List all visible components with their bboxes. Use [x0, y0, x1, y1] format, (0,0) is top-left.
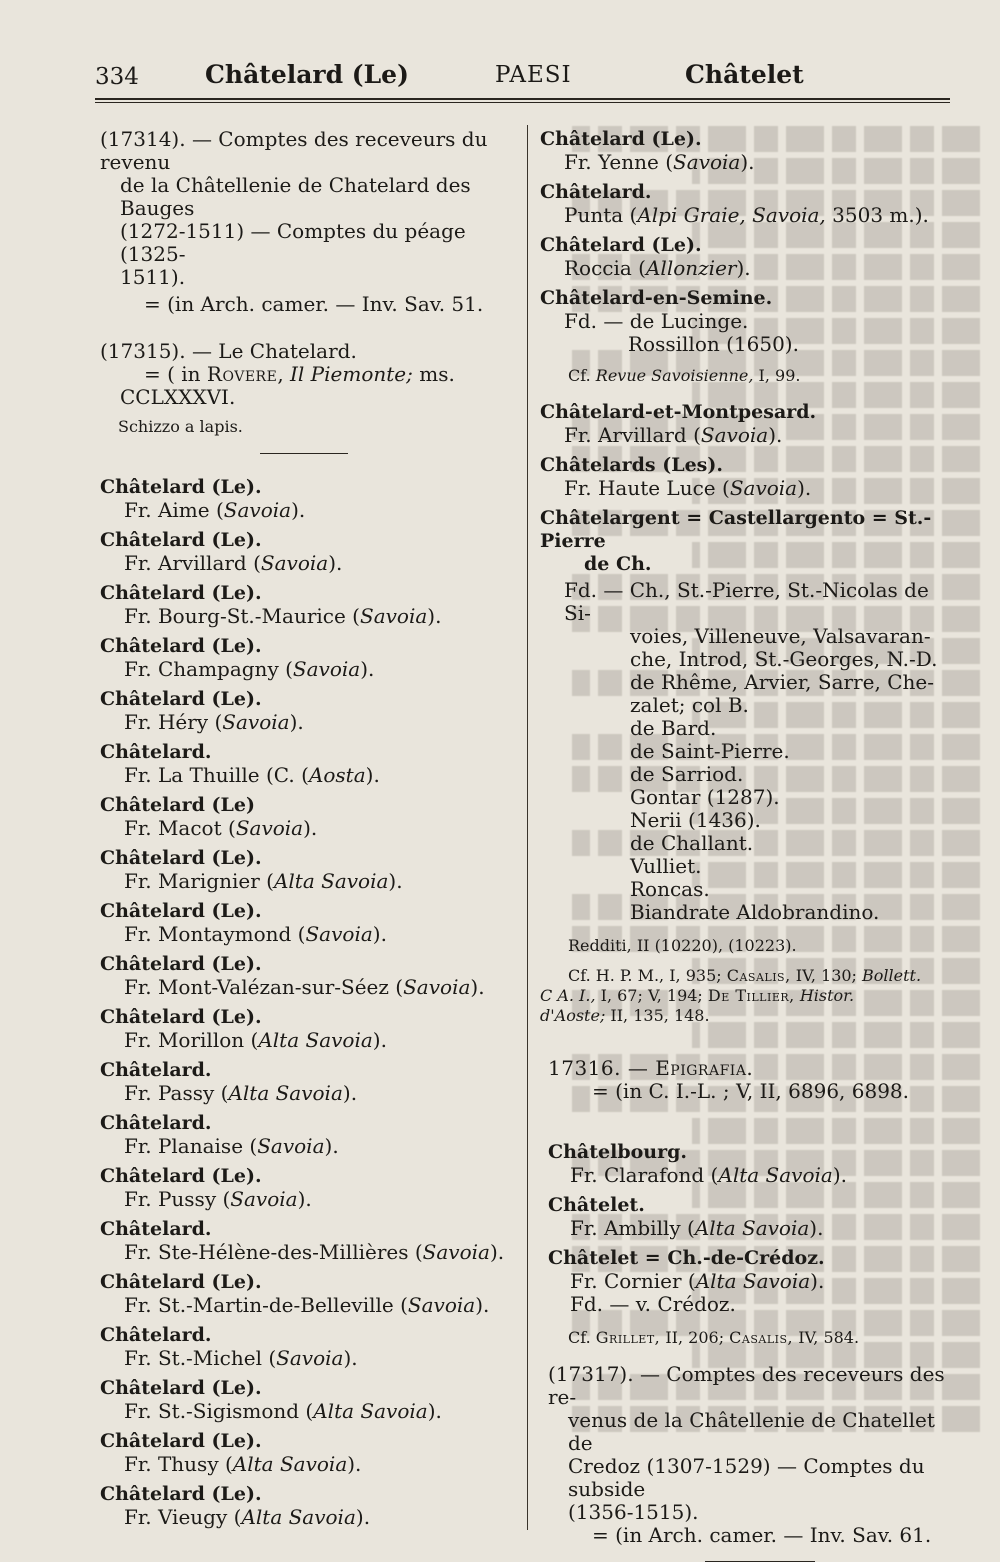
right-column [540, 128, 960, 1562]
entry-heading: de Ch. [584, 553, 652, 575]
doc-line: (17315). — Le Chatelard. [100, 339, 357, 363]
entry-line: che, Introd, St.-Georges, N.-D. [630, 647, 938, 671]
document-17314 [100, 128, 520, 316]
place-entry [100, 1006, 520, 1052]
entry-line: Fr. Clarafond (Alta Savoia). [570, 1163, 847, 1187]
doc-line: (17317). — Comptes des receveurs des re- [548, 1362, 945, 1409]
entry-line: Fr. Cornier (Alta Savoia). [570, 1269, 825, 1293]
entry-line: Fr. Passy (Alta Savoia). [124, 1081, 358, 1105]
header-left-title: Châtelard (Le) [205, 60, 409, 89]
entry-heading: Châtelard (Le). [100, 635, 262, 657]
header-rule-thin [95, 102, 950, 103]
fief-item: Gontar (1287). [630, 785, 780, 809]
archive-reference: = ( in Rovere, Il Piemonte; ms. [144, 362, 455, 386]
doc-line: venus de la Châtellenie de Chatellet de [568, 1408, 935, 1455]
place-entry [100, 1430, 520, 1476]
entry-line: Fr. Vieugy (Alta Savoia). [124, 1505, 371, 1529]
place-entry [100, 1324, 520, 1370]
entry-line: Fd. — v. Crédoz. [570, 1292, 736, 1316]
entry-line: Fd. — de Lucinge. [564, 309, 749, 333]
header-center-title: PAESI [495, 62, 572, 88]
entry-heading: Châtelard. [100, 741, 212, 763]
entry-heading: Châtelard (Le). [540, 128, 702, 150]
entry-line: de Rhême, Arvier, Sarre, Che- [630, 670, 934, 694]
entry-line: Fr. La Thuille (C. (Aosta). [124, 763, 380, 787]
entry-line: Fr. Aime (Savoia). [124, 498, 306, 522]
fief-item: Biandrate Aldobrandino. [630, 900, 880, 924]
entry-line: zalet; col B. [630, 693, 749, 717]
page-number: 334 [95, 64, 139, 90]
doc-line: 1511). [120, 265, 186, 289]
place-entry [540, 507, 960, 1026]
place-entry [100, 1059, 520, 1105]
place-entry [100, 529, 520, 575]
doc-line: Credoz (1307-1529) — Comptes du subside [568, 1454, 925, 1501]
place-entry [100, 635, 520, 681]
entry-line: Punta (Alpi Graie, Savoia, 3503 m.). [564, 203, 929, 227]
entry-heading: Châtelard (Le) [100, 794, 255, 816]
doc-note: Schizzo a lapis. [118, 417, 243, 436]
entry-line: Fr. Pussy (Savoia). [124, 1187, 312, 1211]
place-entry [100, 794, 520, 840]
entry-heading: Châtelard. [100, 1112, 212, 1134]
entry-heading: Châtelard (Le). [100, 582, 262, 604]
entry-heading: Châtelard (Le). [100, 1271, 262, 1293]
fief-item: de Bard. [630, 716, 717, 740]
place-entry [100, 1218, 520, 1264]
place-entry [540, 1194, 960, 1240]
place-entry [100, 1377, 520, 1423]
entry-line: voies, Villeneuve, Valsavaran- [630, 624, 931, 648]
entry-heading: Châtelard (Le). [100, 476, 262, 498]
place-entry [100, 476, 520, 522]
entry-heading: Châtelard (Le). [100, 1483, 262, 1505]
entry-heading: Châtelard (Le). [100, 953, 262, 975]
entry-heading: Châtelards (Les). [540, 454, 723, 476]
archive-reference: = (in Arch. camer. — Inv. Sav. 51. [144, 292, 484, 316]
citation: Cf. Revue Savoisienne, I, 99. [568, 366, 801, 385]
citation: C A. I., I, 67; V, 194; De Tillier, Histor. [540, 986, 855, 1005]
entry-heading: Châtelard-et-Montpesard. [540, 401, 817, 423]
entry-heading: Châtelard (Le). [100, 1430, 262, 1452]
entry-heading: Châtelard (Le). [100, 529, 262, 551]
entry-heading: Châtelard. [100, 1324, 212, 1346]
doc-line: (1272-1511) — Comptes du péage (1325- [120, 219, 466, 266]
archive-reference: = (in Arch. camer. — Inv. Sav. 61. [592, 1523, 932, 1547]
entry-line: Fr. Arvillard (Savoia). [124, 551, 343, 575]
place-entry [540, 181, 960, 227]
entry-heading: Châtelbourg. [548, 1141, 688, 1163]
entry-heading: Châtelard (Le). [100, 1377, 262, 1399]
doc-line: 17316. — Epigrafia. [548, 1056, 754, 1080]
fief-item: de Sarriod. [630, 762, 744, 786]
entry-line: Fr. Macot (Savoia). [124, 816, 318, 840]
header-rule [95, 98, 950, 100]
fief-item: Nerii (1436). [630, 808, 761, 832]
place-entry [540, 1141, 960, 1187]
entry-line: Fr. Ste-Hélène-des-Millières (Savoia). [124, 1240, 505, 1264]
author-name: Rovere [206, 362, 278, 386]
place-entry [100, 1483, 520, 1529]
entry-line: Fr. Ambilly (Alta Savoia). [570, 1216, 824, 1240]
place-entry [100, 1165, 520, 1211]
archive-reference: = (in C. I.-L. ; V, II, 6896, 6898. [592, 1079, 910, 1103]
entry-line: Fr. St.-Martin-de-Belleville (Savoia). [124, 1293, 490, 1317]
place-entry [540, 401, 960, 447]
fief-list [540, 717, 960, 924]
doc-line: de la Châtellenie de Chatelard des Bauges [120, 173, 471, 220]
fief-item: Vulliet. [630, 854, 702, 878]
entry-line: Fr. Marignier (Alta Savoia). [124, 869, 403, 893]
entry-heading: Châtelard (Le). [100, 847, 262, 869]
entry-heading: Châtelard (Le). [100, 1165, 262, 1187]
place-entry [100, 1271, 520, 1317]
place-entry [100, 741, 520, 787]
left-column [100, 128, 520, 1536]
place-entry [540, 1247, 960, 1348]
entry-line: Fr. Montaymond (Savoia). [124, 922, 387, 946]
entry-line: Fr. St.-Sigismond (Alta Savoia). [124, 1399, 442, 1423]
entry-line: Fr. Champagny (Savoia). [124, 657, 375, 681]
entry-line: Fr. Morillon (Alta Savoia). [124, 1028, 387, 1052]
section-rule [260, 453, 348, 454]
citation: d'Aoste; II, 135, 148. [540, 1006, 710, 1025]
fief-item: Roncas. [630, 877, 710, 901]
doc-line: (1356-1515). [568, 1500, 699, 1524]
place-entry [540, 287, 960, 386]
entry-heading: Châtelard (Le). [100, 900, 262, 922]
entry-heading: Châtelard. [100, 1218, 212, 1240]
entry-heading: Châtelard (Le). [540, 234, 702, 256]
entry-line: Fr. Yenne (Savoia). [564, 150, 755, 174]
citation: Cf. H. P. M., I, 935; Casalis, IV, 130; Bollett. [568, 966, 922, 985]
entry-line: Roccia (Allonzier). [564, 256, 751, 280]
entry-list [100, 476, 520, 1529]
entry-heading: Châtelargent = Castellargento = St.-Pierre [540, 507, 932, 552]
entry-heading: Châtelard (Le). [100, 688, 262, 710]
entry-heading: Châtelet = Ch.-de-Crédoz. [548, 1247, 825, 1269]
doc-line: (17314). — Comptes des receveurs du revenu [100, 127, 488, 174]
entry-heading: Châtelard. [100, 1059, 212, 1081]
document-17316 [540, 1057, 960, 1103]
place-entry [100, 847, 520, 893]
document-17315 [100, 340, 520, 437]
work-title: Il Piemonte; [290, 362, 413, 386]
fief-item: de Saint-Pierre. [630, 739, 790, 763]
place-entry [100, 582, 520, 628]
entry-heading: Châtelet. [548, 1194, 645, 1216]
place-entry [540, 128, 960, 174]
entry-line: Fr. Thusy (Alta Savoia). [124, 1452, 362, 1476]
entry-line: Fr. Héry (Savoia). [124, 710, 304, 734]
citation: Redditi, II (10220), (10223). [568, 936, 797, 955]
doc-line: CCLXXXVI. [120, 385, 236, 409]
citation: Cf. Grillet, II, 206; Casalis, IV, 584. [568, 1328, 860, 1347]
entry-line: Rossillon (1650). [628, 332, 799, 356]
entry-line: Fr. Mont-Valézan-sur-Séez (Savoia). [124, 975, 485, 999]
entry-line: Fr. Arvillard (Savoia). [564, 423, 783, 447]
entry-heading: Châtelard (Le). [100, 1006, 262, 1028]
entry-line: Fr. Bourg-St.-Maurice (Savoia). [124, 604, 442, 628]
document-17317 [540, 1363, 960, 1547]
place-entry [100, 688, 520, 734]
place-entry [540, 234, 960, 280]
running-header [95, 58, 947, 98]
entry-heading: Châtelard. [540, 181, 652, 203]
place-entry [540, 454, 960, 500]
place-entry [100, 1112, 520, 1158]
header-right-title: Châtelet [685, 60, 804, 89]
place-entry [100, 900, 520, 946]
entry-line: Fr. St.-Michel (Savoia). [124, 1346, 358, 1370]
entry-line: Fr. Haute Luce (Savoia). [564, 476, 812, 500]
entry-line: Fd. — Ch., St.-Pierre, St.-Nicolas de Si- [564, 578, 929, 625]
fief-item: de Challant. [630, 831, 754, 855]
place-entry [100, 953, 520, 999]
entry-heading: Châtelard-en-Semine. [540, 287, 773, 309]
entry-line: Fr. Planaise (Savoia). [124, 1134, 339, 1158]
column-divider [527, 125, 528, 1530]
